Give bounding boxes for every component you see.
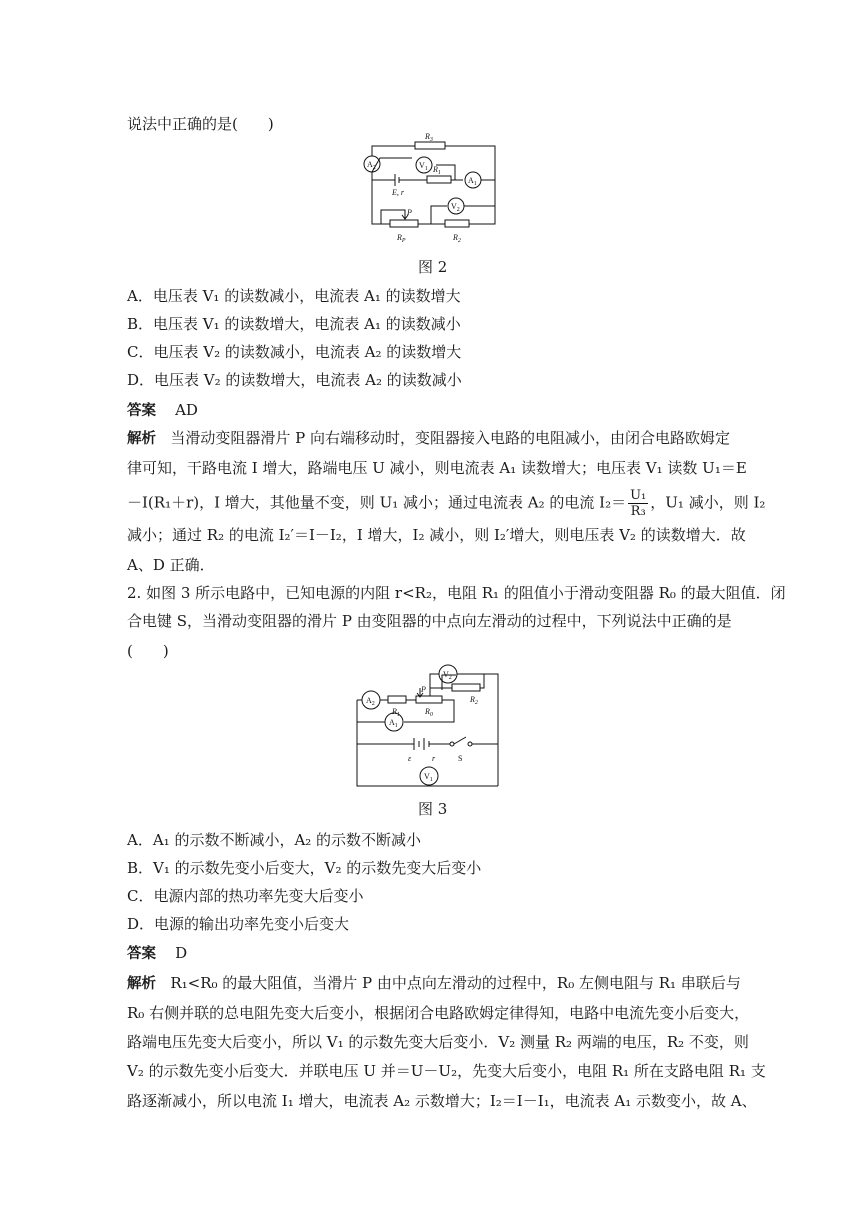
circuit-figure-3 — [352, 660, 507, 790]
q2-analysis-line-2: R₀ 右侧并联的总电阻先变大后变小，根据闭合电路欧姆定律得知，电路中电流先变小后变大， — [127, 1004, 750, 1022]
q1-option-b: B．电压表 V₁ 的读数增大，电流表 A₁ 的读数减小 — [127, 315, 461, 333]
svg-text:V1: $V_1$ — [419, 161, 428, 172]
svg-text:V1: $V_1$ — [424, 772, 433, 783]
q1-analysis-line-3: －I(R₁＋r)，I 增大，其他量不变，则 U₁ 减小；通过电流表 A₂ 的电流 I₂＝ $\frac{\text{U₁}}{\text{R₃}}$ ，U₁ 减小，则 I₂ — [127, 488, 766, 519]
svg-text:R3: $R_3$ — [425, 132, 433, 143]
q1-option-d: D．电压表 V₂ 的读数增大，电流表 A₂ 的读数减小 — [127, 371, 462, 389]
q1-analysis-line-1: 解析 当滑动变阻器滑片 P 向右端移动时，变阻器接入电路的电阻减小，由闭合电路欧姆定 — [127, 429, 730, 447]
svg-text:R2: $R_2$ — [453, 233, 461, 244]
svg-text:A2: $A_2$ — [367, 160, 376, 171]
svg-text:S: S — [458, 754, 463, 763]
q2-option-c: C．电源内部的热功率先变大后变小 — [127, 887, 364, 905]
svg-text:R1: $R_1$ — [433, 165, 441, 176]
svg-text:P: P — [421, 685, 426, 694]
svg-text:R2: $R_2$ — [470, 695, 478, 706]
q1-analysis-line-4: 减小；通过 R₂ 的电流 I₂′＝I－I₂，I 增大，I₂ 减小，则 I₂′增大，则电压表 V₂ 的读数增大．故 — [127, 526, 746, 544]
svg-text:A2: $A_2$ — [366, 696, 375, 707]
svg-text:RP: $R_P$ — [397, 233, 406, 244]
svg-text:ε: ε — [408, 754, 412, 763]
svg-text:A1: $A_1$ — [468, 176, 477, 187]
q1-stem-tail: 说法中正确的是( ) — [127, 115, 274, 133]
svg-text:r: r — [432, 754, 436, 763]
svg-text:R0: $R_0$ — [425, 707, 433, 718]
svg-text:E, r: E, r — [392, 188, 404, 197]
svg-text:V2: $V_2$ — [443, 670, 452, 681]
q2-answer — [127, 943, 187, 964]
q2-option-d: D．电源的输出功率先变小后变大 — [127, 915, 350, 933]
q2-analysis-line-5: 路逐渐减小，所以电流 I₁ 增大，电流表 A₂ 示数增大；I₂＝I－I₁，电流表 A₁ 示数变小，故 A、 — [127, 1092, 757, 1110]
q2-stem-line-3: ( ) — [127, 642, 169, 660]
q1-analysis-line-2: 律可知，干路电流 I 增大，路端电压 U 减小，则电流表 A₁ 读数增大；电压表 V₁ 读数 U₁＝E — [127, 459, 747, 477]
svg-text:A1: $A_1$ — [389, 718, 398, 729]
q2-option-a: A．A₁ 的示数不断减小，A₂ 的示数不断减小 — [127, 831, 422, 849]
answer-value: D — [175, 944, 188, 962]
answer-value: AD — [175, 401, 198, 419]
answer-label: 答案 — [127, 403, 156, 419]
svg-text:R1: $R_1$ — [392, 707, 400, 718]
q1-answer — [127, 400, 198, 421]
q1-option-c: C．电压表 V₂ 的读数减小，电流表 A₂ 的读数增大 — [127, 343, 462, 361]
svg-text:P: P — [407, 208, 412, 217]
svg-text:V2: $V_2$ — [451, 202, 460, 213]
figure-3-caption: 图 3 — [418, 800, 448, 818]
q2-analysis-line-3: 路端电压先变大后变小，所以 V₁ 的示数先变大后变小．V₂ 测量 R₂ 两端的电压，R₂ 不变，则 — [127, 1033, 749, 1051]
circuit-figure-2 — [355, 128, 515, 248]
analysis-label: 解析 — [127, 976, 156, 992]
q2-stem-line-1: 2. 如图 3 所示电路中，已知电源的内阻 r<R₂，电阻 R₁ 的阻值小于滑动变阻器 R₀ 的最大阻值．闭 — [127, 584, 786, 602]
q1-option-a: A．电压表 V₁ 的读数减小，电流表 A₁ 的读数增大 — [127, 287, 461, 305]
q1-analysis-line-5: A、D 正确． — [127, 556, 215, 574]
q2-stem-line-2: 合电键 S，当滑动变阻器的滑片 P 由变阻器的中点向左滑动的过程中，下列说法中正确的是 — [127, 612, 732, 630]
q2-analysis-line-4: V₂ 的示数先变小后变大．并联电压 U 并＝U－U₂，先变大后变小，电阻 R₁ 所在支路电阻 R₁ 支 — [127, 1062, 766, 1080]
q2-analysis-line-1: 解析 R₁<R₀ 的最大阻值，当滑片 P 由中点向左滑动的过程中，R₀ 左侧电阻与 R₁ 串联后与 — [127, 974, 741, 992]
analysis-label: 解析 — [127, 431, 156, 447]
q2-option-b: B．V₁ 的示数先变小后变大，V₂ 的示数先变大后变小 — [127, 859, 482, 877]
fraction: $\frac{\text{U₁}}{\text{R₃}}$ — [630, 488, 647, 519]
figure-2-caption: 图 2 — [418, 258, 448, 276]
answer-label: 答案 — [127, 946, 156, 962]
